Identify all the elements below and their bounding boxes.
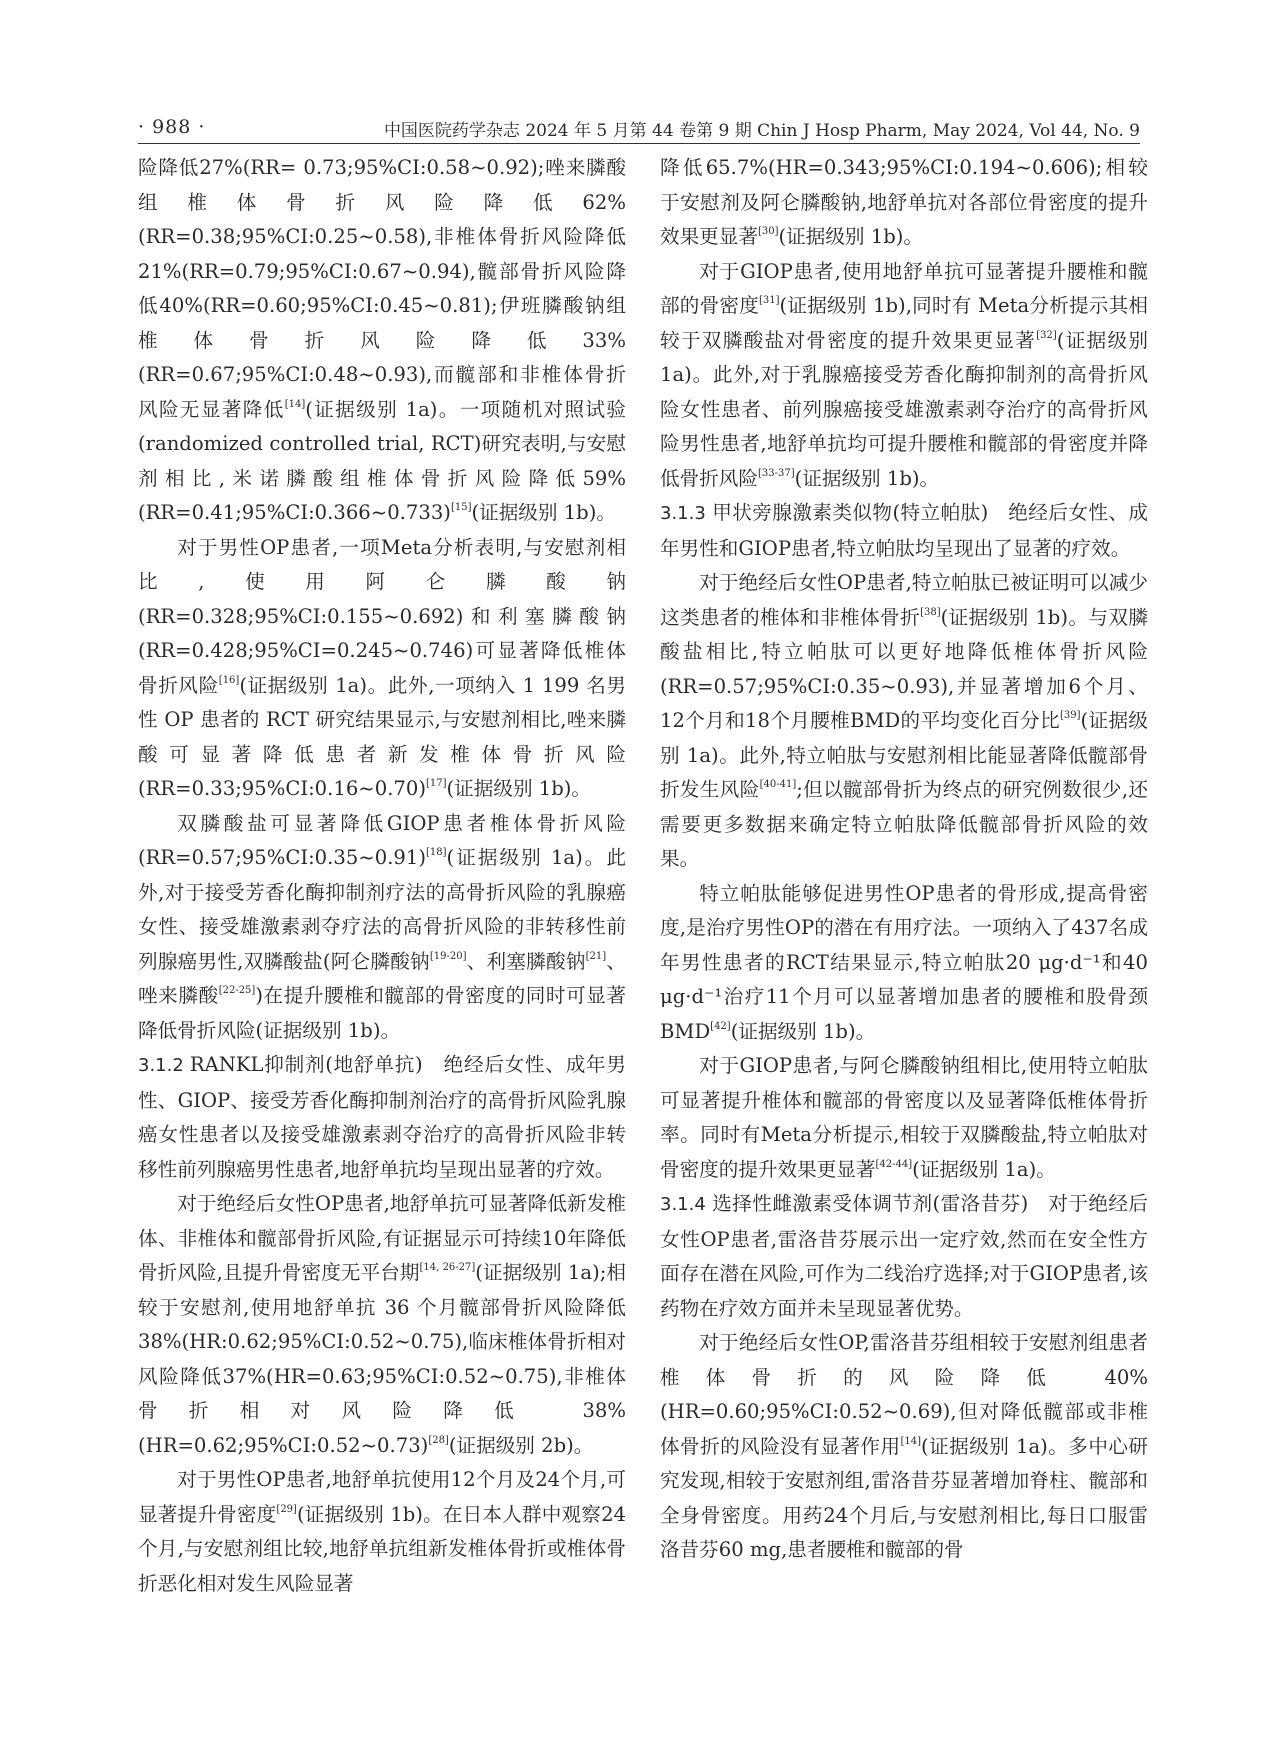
- section-title: 甲状旁腺激素类似物(特立帕肽): [711, 501, 989, 524]
- citation[interactable]: [14]: [900, 1435, 922, 1447]
- left-column: [138, 151, 626, 1601]
- page-header: [138, 112, 1140, 146]
- journal-citation: 中国医院药学杂志 2024 年 5 月第 44 卷第 9 期 Chin J Hosp Pharm, May 2024, Vol 44, No. 9: [383, 121, 1140, 141]
- paragraph: 对于绝经后女性OP患者,地舒单抗可显著降低新发椎体、非椎体和髋部骨折风险,有证据显示可持续10年降低骨折风险,且提升骨密度无平台期[14, 26-27](证据级别 1a);相较于安慰剂,使用地舒单抗 36 个月髋部骨折风险降低 38%(HR:0.62;95%CI:0.52~0.75),临床椎体骨折相对风险降低37%(HR=0.63;95%CI:0.52~0.75),非椎体骨折相对风险降低 38%(HR=0.62;95%CI:0.52~0.73)[28](证据级别 2b)。: [138, 1192, 626, 1457]
- citation[interactable]: [19-20]: [429, 950, 467, 962]
- paragraph: 险降低27%(RR= 0.73;95%CI:0.58~0.92);唑来膦酸组椎体骨折风险降低62%(RR=0.38;95%CI:0.25~0.58),非椎体骨折风险降低21%(RR=0.79;95%CI:0.67~0.94),髋部骨折风险降低40%(RR=0.60;95%CI:0.45~0.81);伊班膦酸钠组椎体骨折风险降低33%(RR=0.67;95%CI:0.48~0.93),而髋部和非椎体骨折风险无显著降低[14](证据级别 1a)。一项随机对照试验(randomized controlled trial, RCT)研究表明,与安慰剂相比,米诺膦酸组椎体骨折风险降低59%(RR=0.41;95%CI:0.366~0.733)[15](证据级别 1b)。: [138, 156, 627, 524]
- citation[interactable]: [29]: [276, 1503, 297, 1515]
- citation[interactable]: [39]: [1060, 710, 1081, 721]
- right-column: [660, 151, 1148, 1568]
- section-3-1-4: 3.1.4 选择性雌激素受体调节剂(雷洛昔芬) 对于绝经后女性OP患者,雷洛昔芬展示出一定疗效,然而在安全性方面存在潜在风险,可作为二线治疗选择;对于GIOP患者,该药物在疗效方面并未呈现显著优势。: [660, 1192, 1149, 1320]
- citation[interactable]: [22-25]: [218, 985, 256, 996]
- citation[interactable]: [30]: [757, 226, 779, 237]
- paragraph: 双膦酸盐可显著降低GIOP患者椎体骨折风险(RR=0.57;95%CI:0.35~0.91)[18](证据级别 1a)。此外,对于接受芳香化酶抑制剂疗法的高骨折风险的乳腺癌女性、接受雄激素剥夺疗法的高骨折风险的非转移性前列腺癌男性,双膦酸盐(阿仑膦酸钠[19-20]、利塞膦酸钠[21]、唑来膦酸[22-25])在提升腰椎和髋部的骨密度的同时可显著降低骨折风险(证据级别 1b)。: [138, 811, 627, 1042]
- page-number: · 988 ·: [138, 116, 206, 138]
- paragraph: 对于GIOP患者,使用地舒单抗可显著提升腰椎和髋部的骨密度[31](证据级别 1b),同时有 Meta分析提示其相较于双膦酸盐对骨密度的提升效果更显著[32](证据级别 1a)。此外,对于乳腺癌接受芳香化酶抑制剂的高骨折风险女性患者、前列腺癌接受雄激素剥夺治疗的高骨折风险男性患者,地舒单抗均可提升腰椎和髋部的骨密度并降低骨折风险[33-37](证据级别 1b)。: [660, 259, 1148, 490]
- section-title: RANKL抑制剂(地舒单抗): [189, 1053, 423, 1076]
- section-number: 3.1.3: [660, 503, 706, 524]
- section-title: 选择性雌激素受体调节剂(雷洛昔芬): [711, 1192, 1029, 1215]
- citation[interactable]: [15]: [450, 502, 472, 513]
- paragraph: 对于男性OP患者,地舒单抗使用12个月及24个月,可显著提升骨密度[29](证据级别 1b)。在日本人群中观察24个月,与安慰剂组比较,地舒单抗组新发椎体骨折或椎体骨折恶化相对发生风险显著: [138, 1468, 626, 1595]
- section-number: 3.1.2: [138, 1055, 184, 1076]
- paragraph: 特立帕肽能够促进男性OP患者的骨形成,提高骨密度,是治疗男性OP的潜在有用疗法。一项纳入了437名成年男性患者的RCT结果显示,特立帕肽20 μg·d⁻¹和40 μg·d⁻¹治疗11个月可以显著增加患者的腰椎和股骨颈BMD[42](证据级别 1b)。: [660, 881, 1148, 1043]
- paragraph: 对于GIOP患者,与阿仑膦酸钠组相比,使用特立帕肽可显著提升椎体和髋部的骨密度以及显著降低椎体骨折率。同时有Meta分析提示,相较于双膦酸盐,特立帕肽对骨密度的提升效果更显著[42-44](证据级别 1a)。: [660, 1054, 1148, 1181]
- citation[interactable]: [16]: [218, 674, 240, 686]
- citation[interactable]: [28]: [428, 1434, 449, 1446]
- paragraph: 降低65.7%(HR=0.343;95%CI:0.194~0.606);相较于安慰剂及阿仑膦酸钠,地舒单抗对各部位骨密度的提升效果更显著[30](证据级别 1b)。: [660, 156, 1148, 248]
- citation[interactable]: [14]: [284, 398, 306, 410]
- paragraph: 对于男性OP患者,一项Meta分析表明,与安慰剂相比,使用阿仑膦酸钠(RR=0.328;95%CI:0.155~0.692)和利塞膦酸钠(RR=0.428;95%CI=0.245~0.746)可显著降低椎体骨折风险[16](证据级别 1a)。此外,一项纳入 1 199 名男性 OP 患者的 RCT 研究结果显示,与安慰剂相比,唑来膦酸可显著降低患者新发椎体骨折风险(RR=0.33;95%CI:0.16~0.70)[17](证据级别 1b)。: [138, 535, 626, 800]
- paragraph: 对于绝经后女性OP,雷洛昔芬组相较于安慰剂组患者椎体骨折的风险降低 40%(HR=0.60;95%CI:0.52~0.69),但对降低髋部或非椎体骨折的风险没有显著作用[14](证据级别 1a)。多中心研究发现,相较于安慰剂组,雷洛昔芬显著增加脊柱、髋部和全身骨密度。用药24个月后,与安慰剂相比,每日口服雷洛昔芬60 mg,患者腰椎和髋部的骨: [660, 1331, 1148, 1561]
- citation[interactable]: [33-37]: [757, 467, 795, 479]
- citation[interactable]: [32]: [1036, 329, 1057, 341]
- citation[interactable]: [40-41]: [759, 779, 797, 790]
- citation[interactable]: [31]: [759, 295, 780, 306]
- section-number: 3.1.4: [660, 1194, 706, 1215]
- citation[interactable]: [17]: [426, 778, 447, 789]
- section-3-1-3: 3.1.3 甲状旁腺激素类似物(特立帕肽) 绝经后女性、成年男性和GIOP患者,特立帕肽均呈现出了显著的疗效。: [660, 501, 1149, 560]
- citation[interactable]: [42]: [710, 1020, 731, 1032]
- header-rule: [138, 143, 1140, 144]
- citation[interactable]: [21]: [585, 950, 607, 962]
- citation[interactable]: [18]: [426, 847, 447, 858]
- citation[interactable]: [42-44]: [875, 1158, 913, 1170]
- citation[interactable]: [38]: [920, 606, 941, 618]
- paragraph: 对于绝经后女性OP患者,特立帕肽已被证明可以减少这类患者的椎体和非椎体骨折[38](证据级别 1b)。与双膦酸盐相比,特立帕肽可以更好地降低椎体骨折风险(RR=0.57;95%CI:0.35~0.93),并显著增加6个月、12个月和18个月腰椎BMD的平均变化百分比[39](证据级别 1a)。此外,特立帕肽与安慰剂相比能显著降低髋部骨折发生风险[40-41];但以髋部骨折为终点的研究例数很少,还需要更多数据来确定特立帕肽降低髋部骨折风险的效果。: [660, 571, 1149, 870]
- section-3-1-2: 3.1.2 RANKL抑制剂(地舒单抗) 绝经后女性、成年男性、GIOP、接受芳香化酶抑制剂治疗的高骨折风险乳腺癌女性患者以及接受雄激素剥夺治疗的高骨折风险非转移性前列腺癌男性患者,地舒单抗均呈现出显著的疗效。: [138, 1053, 626, 1181]
- citation[interactable]: [14, 26-27]: [419, 1262, 476, 1273]
